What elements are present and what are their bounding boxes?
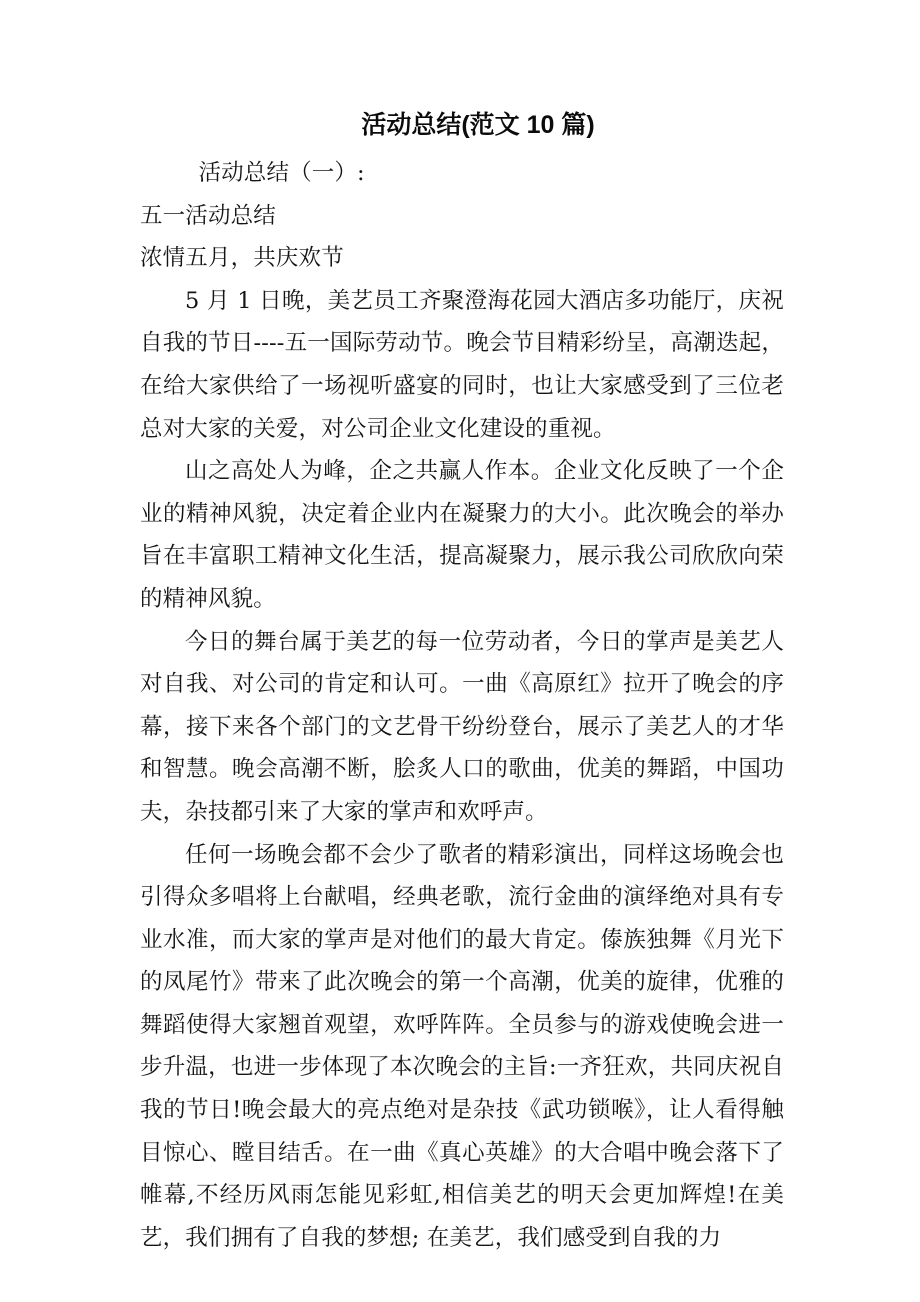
heading-subtitle: 浓情五月，共庆欢节 <box>140 245 344 272</box>
section-heading: 活动总结（一）: <box>198 160 365 186</box>
paragraph-2: 山之高处人为峰，企之共赢人作本。企业文化反映了一个企业的精神风貌，决定着企业内在凝聚力的大小。此次晚会的举办旨在丰富职工精神文化生活，提高凝聚力，展示我公司欣欣向荣的精神风貌。 <box>140 458 784 612</box>
paragraph-1: 5 月 1 日晚，美艺员工齐聚澄海花园大酒店多功能厅，庆祝自我的节日----五一国际劳动节。晚会节目精彩纷呈，高潮迭起，在给大家供给了一场视听盛宴的同时，也让大家感受到了三位老总对大家的关爱，对公司企业文化建设的重视。 <box>140 287 784 442</box>
paragraph-3: 今日的舞台属于美艺的每一位劳动者，今日的掌声是美艺人对自我、对公司的肯定和认可。一曲《高原红》拉开了晚会的序幕，接下来各个部门的文艺骨干纷纷登台，展示了美艺人的才华和智慧。晚会高潮不断，脍炙人口的歌曲，优美的舞蹈，中国功夫，杂技都引来了大家的掌声和欢呼声。 <box>140 628 784 825</box>
heading-wuyi-summary: 五一活动总结 <box>140 202 276 229</box>
page-title: 活动总结(范文 10 篇) <box>361 111 595 139</box>
document-body <box>140 152 784 1259</box>
paragraph-4: 任何一场晚会都不会少了歌者的精彩演出，同样这场晚会也引得众多唱将上台献唱，经典老歌，流行金曲的演绎绝对具有专业水准，而大家的掌声是对他们的最大肯定。傣族独舞《月光下的凤尾竹》带来了此次晚会的第一个高潮，优美的旋律，优雅的舞蹈使得大家翘首观望，欢呼阵阵。全员参与的游戏使晚会进一步升温，也进一步体现了本次晚会的主旨:一齐狂欢，共同庆祝自我的节日!晚会最大的亮点绝对是杂技《武功锁喉》，让人看得触目惊心、瞠目结舌。在一曲《真心英雄》的大合唱中晚会落下了帷幕,不经历风雨怎能见彩虹,相信美艺的明天会更加辉煌!在美艺，我们拥有了自我的梦想; 在美艺，我们感受到自我的力 <box>140 841 784 1251</box>
